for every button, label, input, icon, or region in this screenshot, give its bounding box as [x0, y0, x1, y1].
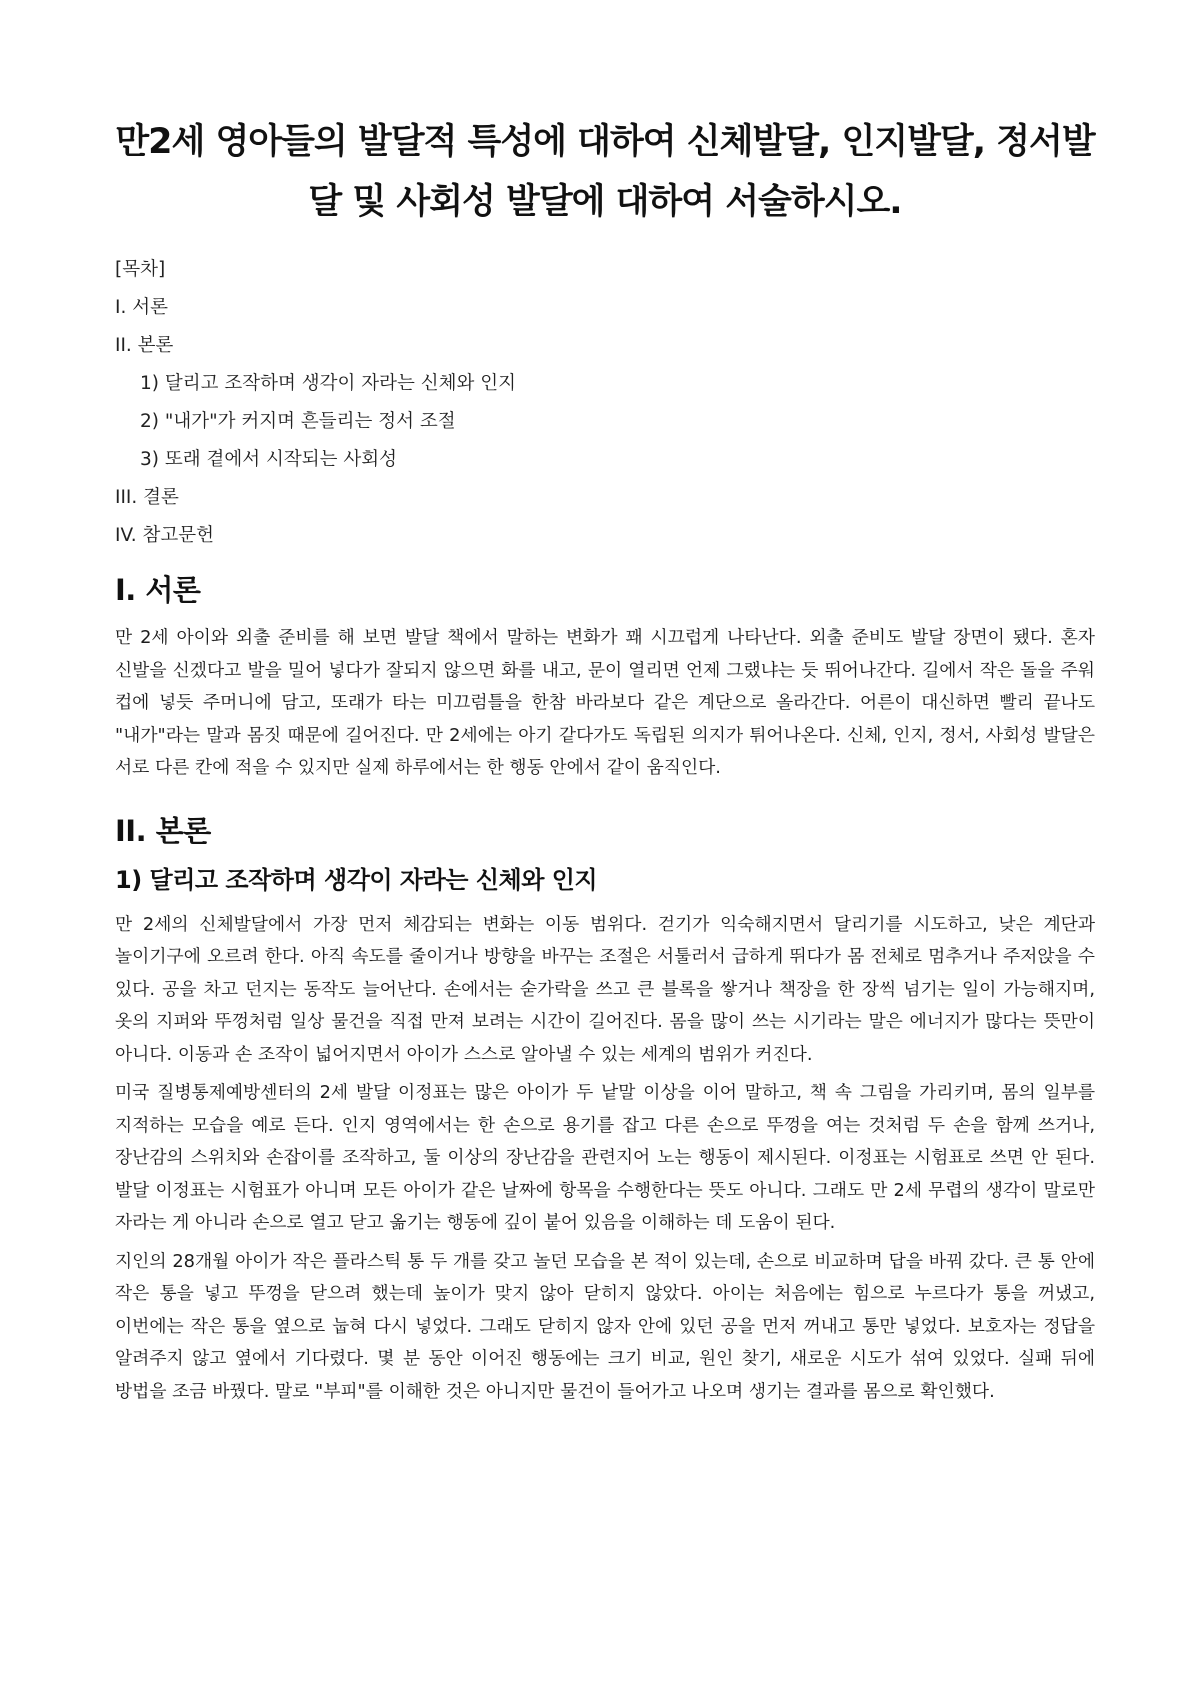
toc-item-body-section-3: 3) 또래 곁에서 시작되는 사회성: [140, 449, 397, 470]
toc-heading: [목차]: [115, 259, 166, 280]
body-section-1-heading: 1) 달리고 조작하며 생각이 자라는 신체와 인지: [115, 865, 598, 894]
document-title: 만2세 영아들의 발달적 특성에 대하여 신체발달, 인지발달, 정서발달 및 사회성 발달에 대하여 서술하시오.: [115, 122, 1095, 222]
toc-item-references: IV. 참고문헌: [115, 525, 214, 546]
toc-item-body: II. 본론: [115, 335, 174, 356]
document-page: [115, 112, 1095, 1414]
table-of-contents: [115, 260, 1095, 546]
introduction-paragraph: 만 2세 아이와 외출 준비를 해 보면 발달 책에서 말하는 변화가 꽤 시끄럽게 나타난다. 외출 준비도 발달 장면이 됐다. 혼자 신발을 신겠다고 발을 밀어 넣다가 잘되지 않으면 화를 내고, 문이 열리면 언제 그랬냐는 듯 뛰어나간다. 길에서 작은 돌을 주워 컵에 넣듯 주머니에 담고, 또래가 타는 미끄럼틀을 한참 바라보다 같은 계단으로 올라간다. 어른이 대신하면 빨리 끝나도 "내가"라는 말과 몸짓 때문에 길어진다. 만 2세에는 아기 같다가도 독립된 의지가 튀어나온다. 신체, 인지, 정서, 사회성 발달은 서로 다른 칸에 적을 수 있지만 실제 하루에서는 한 행동 안에서 같이 움직인다.: [115, 627, 1095, 778]
body-section-1-paragraph-2: 미국 질병통제예방센터의 2세 발달 이정표는 많은 아이가 두 낱말 이상을 이어 말하고, 책 속 그림을 가리키며, 몸의 일부를 지적하는 모습을 예로 든다. 인지 영역에서는 한 손으로 용기를 잡고 다른 손으로 뚜껑을 여는 것처럼 두 손을 함께 쓰거나, 장난감의 스위치와 손잡이를 조작하고, 둘 이상의 장난감을 관련지어 노는 행동이 제시된다. 이정표는 시험표로 쓰면 안 된다. 발달 이정표는 시험표가 아니며 모든 아이가 같은 날짜에 항목을 수행한다는 뜻도 아니다. 그래도 만 2세 무렵의 생각이 말로만 자라는 게 아니라 손으로 열고 닫고 옮기는 행동에 깊이 붙어 있음을 이해하는 데 도움이 된다.: [115, 1082, 1095, 1233]
body-heading: II. 본론: [115, 813, 211, 848]
body-section-1-paragraph-1: 만 2세의 신체발달에서 가장 먼저 체감되는 변화는 이동 범위다. 걷기가 익숙해지면서 달리기를 시도하고, 낮은 계단과 놀이기구에 오르려 한다. 아직 속도를 줄이거나 방향을 바꾸는 조절은 서툴러서 급하게 뛰다가 몸 전체로 멈추거나 주저앉을 수 있다. 공을 차고 던지는 동작도 늘어난다. 손에서는 숟가락을 쓰고 큰 블록을 쌓거나 책장을 한 장씩 넘기는 일이 가능해지며, 옷의 지퍼와 뚜껑처럼 일상 물건을 직접 만져 보려는 시간이 길어진다. 몸을 많이 쓰는 시기라는 말은 에너지가 많다는 뜻만이 아니다. 이동과 손 조작이 넓어지면서 아이가 스스로 알아낼 수 있는 세계의 범위가 커진다.: [115, 913, 1095, 1065]
toc-item-body-section-1: 1) 달리고 조작하며 생각이 자라는 신체와 인지: [140, 373, 516, 394]
body-section-1-paragraph-3: 지인의 28개월 아이가 작은 플라스틱 통 두 개를 갖고 놀던 모습을 본 적이 있는데, 손으로 비교하며 답을 바꿔 갔다. 큰 통 안에 작은 통을 넣고 뚜껑을 닫으려 했는데 높이가 맞지 않아 닫히지 않았다. 아이는 처음에는 힘으로 누르다가 통을 꺼냈고, 이번에는 작은 통을 옆으로 눕혀 다시 넣었다. 그래도 닫히지 않자 안에 있던 공을 먼저 꺼내고 통만 넣었다. 보호자는 정답을 알려주지 않고 옆에서 기다렸다. 몇 분 동안 이어진 행동에는 크기 비교, 원인 찾기, 새로운 시도가 섞여 있었다. 실패 뒤에 방법을 조금 바꿨다. 말로 "부피"를 이해한 것은 아니지만 물건이 들어가고 나오며 생기는 결과를 몸으로 확인했다.: [115, 1250, 1095, 1402]
toc-item-conclusion: III. 결론: [115, 487, 179, 508]
introduction-heading: I. 서론: [115, 573, 201, 607]
toc-item-body-section-2: 2) "내가"가 커지며 흔들리는 정서 조절: [140, 411, 456, 432]
toc-item-introduction: I. 서론: [115, 297, 168, 318]
